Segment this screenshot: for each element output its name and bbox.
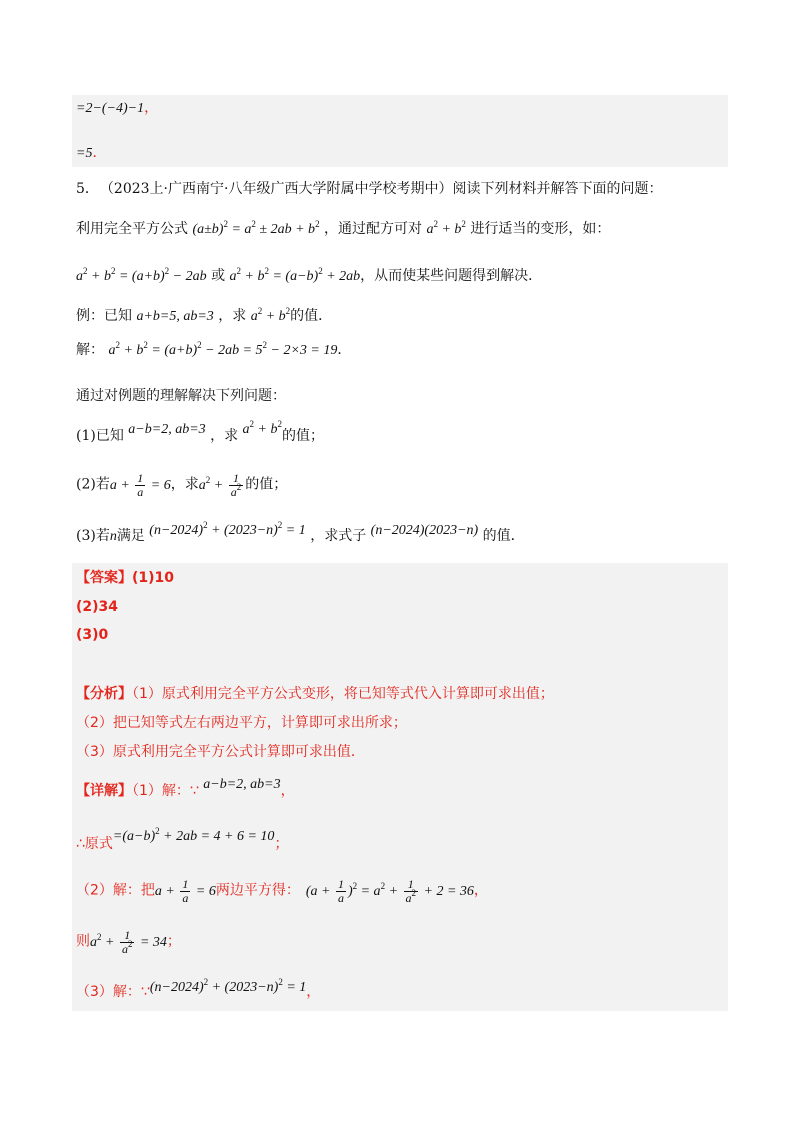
- detail-s5-end: ，: [306, 984, 321, 1000]
- top-line-2-mark: ．: [92, 146, 107, 161]
- intro-formula: $(a\pm b)^2 = a^2 \pm 2ab + b^2$: [192, 219, 320, 237]
- top-line-1-mark: ，: [144, 101, 159, 116]
- analysis-line-1: [76, 684, 554, 704]
- top-line-1: [76, 99, 158, 119]
- part-3-expr: (n−2024)(2023−n): [370, 523, 479, 538]
- part-3-mid: 满足: [116, 528, 145, 544]
- example-label: 例：已知: [76, 308, 132, 324]
- analysis-1: （1）原式利用完全平方公式变形，将已知等式代入计算即可求出值；: [132, 686, 554, 702]
- part-3-label: (3)若: [76, 528, 110, 544]
- analysis-3: （3）原式利用完全平方公式计算即可求出值．: [76, 744, 365, 760]
- transform-formula-1: $a^2 + b^2 = (a+b)^2 - 2ab$: [76, 266, 207, 284]
- transform-line: [76, 266, 542, 287]
- top-line-2: [76, 144, 106, 164]
- answer-2: (2)34: [76, 599, 119, 615]
- detail-s3-condition: a + $\frac{1}{a}$ = 6: [154, 877, 216, 905]
- part-2-expr: $a^2$ + $\frac{1}{a^2}$: [198, 471, 242, 499]
- detail-s3-mid: 两边平方得：: [215, 882, 300, 899]
- detail-s5-label: （3）解：∵: [76, 984, 150, 1000]
- example-ask: ，求: [218, 308, 247, 324]
- analysis-2: （2）把已知等式左右两边平方，计算即可求出所求；: [76, 715, 407, 731]
- detail-s4-label: 则: [76, 933, 90, 950]
- part-1-line: [76, 419, 324, 447]
- detail-line-1: [76, 777, 295, 802]
- part-3-ask: ，求式子: [310, 528, 367, 544]
- part-1-condition: a−b=2, ab=3: [128, 422, 206, 437]
- part-1-label: (1)已知: [76, 428, 124, 444]
- part-2-ask: ，求: [170, 476, 199, 493]
- detail-s4-end: ；: [166, 933, 181, 950]
- detail-s5-math: $(n-2024)^2 + (2023-n)^2 = 1$: [149, 977, 307, 995]
- intro-text-b: ，通过配方可对: [324, 221, 423, 237]
- part-2-line: [76, 472, 287, 499]
- example-line: [76, 306, 332, 327]
- detail-s3-label: （2）解：把: [76, 882, 155, 899]
- detail-s1-condition: a−b=2, ab=3: [203, 777, 281, 792]
- intro-text-c: 进行适当的变形，如：: [470, 221, 611, 237]
- solution-label: 解：: [76, 342, 104, 358]
- part-3-condition: $(n-2024)^2 + (2023-n)^2 = 1$: [149, 520, 306, 538]
- example-solution-line: [76, 340, 351, 361]
- top-line-1-math: =2−(−4)−1: [76, 101, 145, 116]
- answer-1: (1)10: [132, 570, 175, 586]
- part-1-expr: $a^2 + b^2$: [242, 419, 282, 437]
- part-1-ask: ，求: [210, 428, 239, 444]
- example-expr: $a^2 + b^2$: [250, 306, 291, 324]
- part-3-var: n: [109, 529, 117, 544]
- detail-s3-math: (a + $\frac{1}{a}$ )$^2 = a^2$ + $\frac{1}{a^2}$ + 2 = 36: [305, 877, 474, 905]
- example-end: 的值．: [290, 308, 333, 324]
- part-3-line: [76, 520, 525, 547]
- part-3-end: 的值．: [482, 528, 525, 544]
- part-1-end: 的值；: [282, 428, 324, 444]
- answer-line-1: [76, 568, 174, 588]
- detail-line-3: [76, 878, 488, 905]
- answer-3: (3)0: [76, 627, 109, 643]
- part-2-condition: a + $\frac{1}{a}$ = 6: [109, 471, 171, 499]
- detail-s4-math: $a^2$ + $\frac{1}{a^2}$ = 34: [90, 928, 167, 956]
- intro-line: [76, 219, 610, 240]
- top-solution-box: [72, 95, 728, 167]
- part-2-label: (2)若: [76, 476, 110, 493]
- detail-line-2: [76, 826, 289, 855]
- solution-math: $a^2 + b^2 = (a+b)^2 - 2ab = 5^2 - 2\times 3 = 19$: [108, 340, 338, 358]
- detail-s1-end: ，: [280, 783, 295, 799]
- detail-label: 【详解】: [76, 783, 132, 799]
- intro-text-a: 利用完全平方公式: [76, 221, 188, 237]
- detail-s2-math: $=(a-b)^2 + 2ab = 4 + 6 = 10$: [112, 826, 275, 844]
- example-condition: a+b=5, ab=3: [136, 309, 214, 324]
- top-line-2-math: =5: [76, 146, 93, 161]
- answer-label: 【答案】: [76, 570, 132, 586]
- transform-or: 或: [211, 268, 226, 284]
- detail-s1-label: （1）解：∵: [132, 783, 199, 799]
- transform-formula-2: $a^2 + b^2 = (a-b)^2 + 2ab$: [229, 266, 361, 284]
- question-number: 5．: [76, 181, 99, 197]
- question-header: [76, 179, 662, 199]
- analysis-label: 【分析】: [76, 686, 132, 702]
- detail-s2-label: ∴原式: [76, 836, 113, 852]
- detail-s3-end: ，: [473, 882, 488, 899]
- question-source: （2023上·广西南宁·八年级广西大学附属中学校考期中）阅读下列材料并解答下面的问题：: [106, 181, 663, 197]
- transform-end: ，从而使某些问题得到解决．: [360, 268, 543, 284]
- part-2-end: 的值；: [245, 476, 288, 493]
- detail-s2-end: ；: [274, 836, 289, 852]
- detail-line-5: [76, 977, 321, 1003]
- solution-end: ．: [337, 342, 352, 358]
- task-intro: 通过对例题的理解解决下列问题：: [76, 388, 286, 404]
- intro-expr: $a^2 + b^2$: [426, 219, 466, 237]
- detail-line-4: [76, 929, 181, 956]
